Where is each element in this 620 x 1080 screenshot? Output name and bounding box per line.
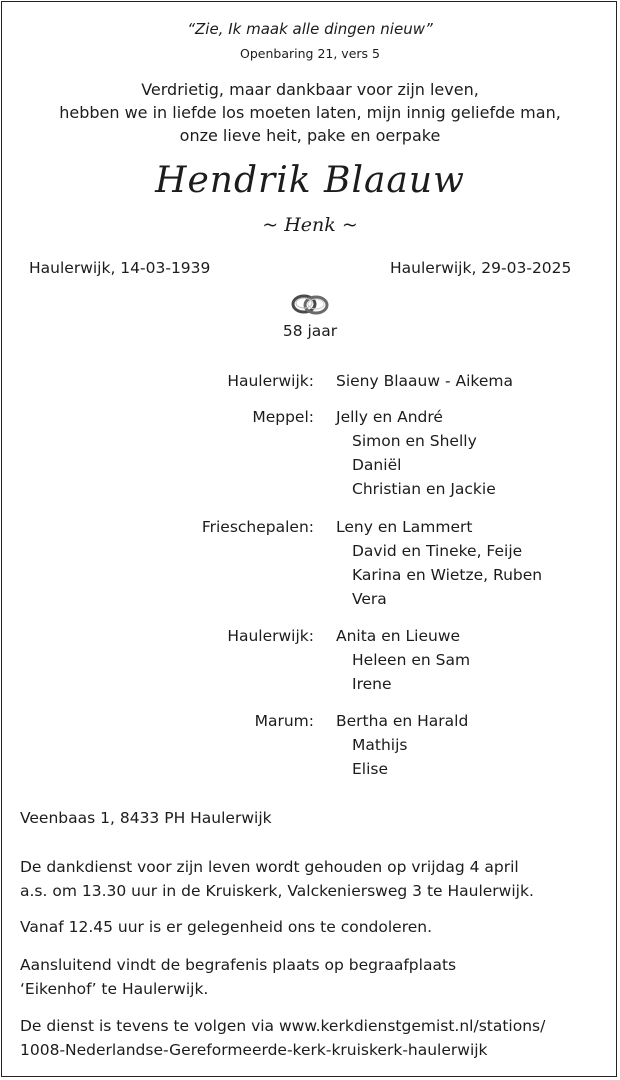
family-head: Leny en Lammert <box>336 518 473 536</box>
intro-line: hebben we in liefde los moeten laten, mijn innig geliefde man, <box>59 103 561 122</box>
family-child: Karina en Wietze, Ruben <box>352 566 543 584</box>
family-place: Haulerwijk: <box>227 627 314 645</box>
notice-line: 1008-Nederlandse-Gereformeerde-kerk-kruiskerk-haulerwijk <box>20 1041 488 1059</box>
married-years: 58 jaar <box>282 322 338 340</box>
bible-reference: Openbaring 21, vers 5 <box>240 46 380 61</box>
family-head: Anita en Lieuwe <box>336 627 461 645</box>
family-child: Christian en Jackie <box>352 480 496 498</box>
family-child: Daniël <box>352 456 402 474</box>
death-date: Haulerwijk, 29-03-2025 <box>390 259 572 277</box>
notice-line: De dankdienst voor zijn leven wordt gehouden op vrijdag 4 april <box>20 858 519 876</box>
family-place: Marum: <box>254 712 314 730</box>
family-child: Irene <box>352 675 392 693</box>
notice-line: Aansluitend vindt de begrafenis plaats op begraafplaats <box>20 956 457 974</box>
family-place: Meppel: <box>252 408 314 426</box>
family-place: Haulerwijk: <box>227 372 314 390</box>
family-head: Jelly en André <box>336 408 443 426</box>
family-child: Elise <box>352 760 389 778</box>
bible-quote: “Zie, Ik maak alle dingen nieuw” <box>187 20 433 38</box>
family-child: Vera <box>352 590 387 608</box>
notice-line: ‘Eikenhof’ te Haulerwijk. <box>20 980 209 998</box>
notice-line: Vanaf 12.45 uur is er gelegenheid ons te condoleren. <box>20 918 433 936</box>
birth-date: Haulerwijk, 14-03-1939 <box>29 259 211 277</box>
wedding-rings-icon <box>288 292 332 316</box>
family-head: Bertha en Harald <box>336 712 469 730</box>
family-child: Simon en Shelly <box>352 432 477 450</box>
home-address: Veenbaas 1, 8433 PH Haulerwijk <box>20 809 272 827</box>
intro-text <box>0 78 620 147</box>
family-child: Mathijs <box>352 736 408 754</box>
notice-line: De dienst is tevens te volgen via www.kerkdienstgemist.nl/stations/ <box>20 1017 546 1035</box>
family-child: David en Tineke, Feije <box>352 542 523 560</box>
notice-line: a.s. om 13.30 uur in de Kruiskerk, Valckeniersweg 3 te Haulerwijk. <box>20 882 534 900</box>
deceased-nickname: ~ Henk ~ <box>262 214 358 236</box>
deceased-name: Hendrik Blaauw <box>155 160 465 201</box>
family-head: Sieny Blaauw - Aikema <box>336 372 513 390</box>
intro-line: onze lieve heit, pake en oerpake <box>179 126 441 145</box>
family-child: Heleen en Sam <box>352 651 471 669</box>
family-place: Frieschepalen: <box>201 518 314 536</box>
intro-line: Verdrietig, maar dankbaar voor zijn leven, <box>141 80 479 99</box>
